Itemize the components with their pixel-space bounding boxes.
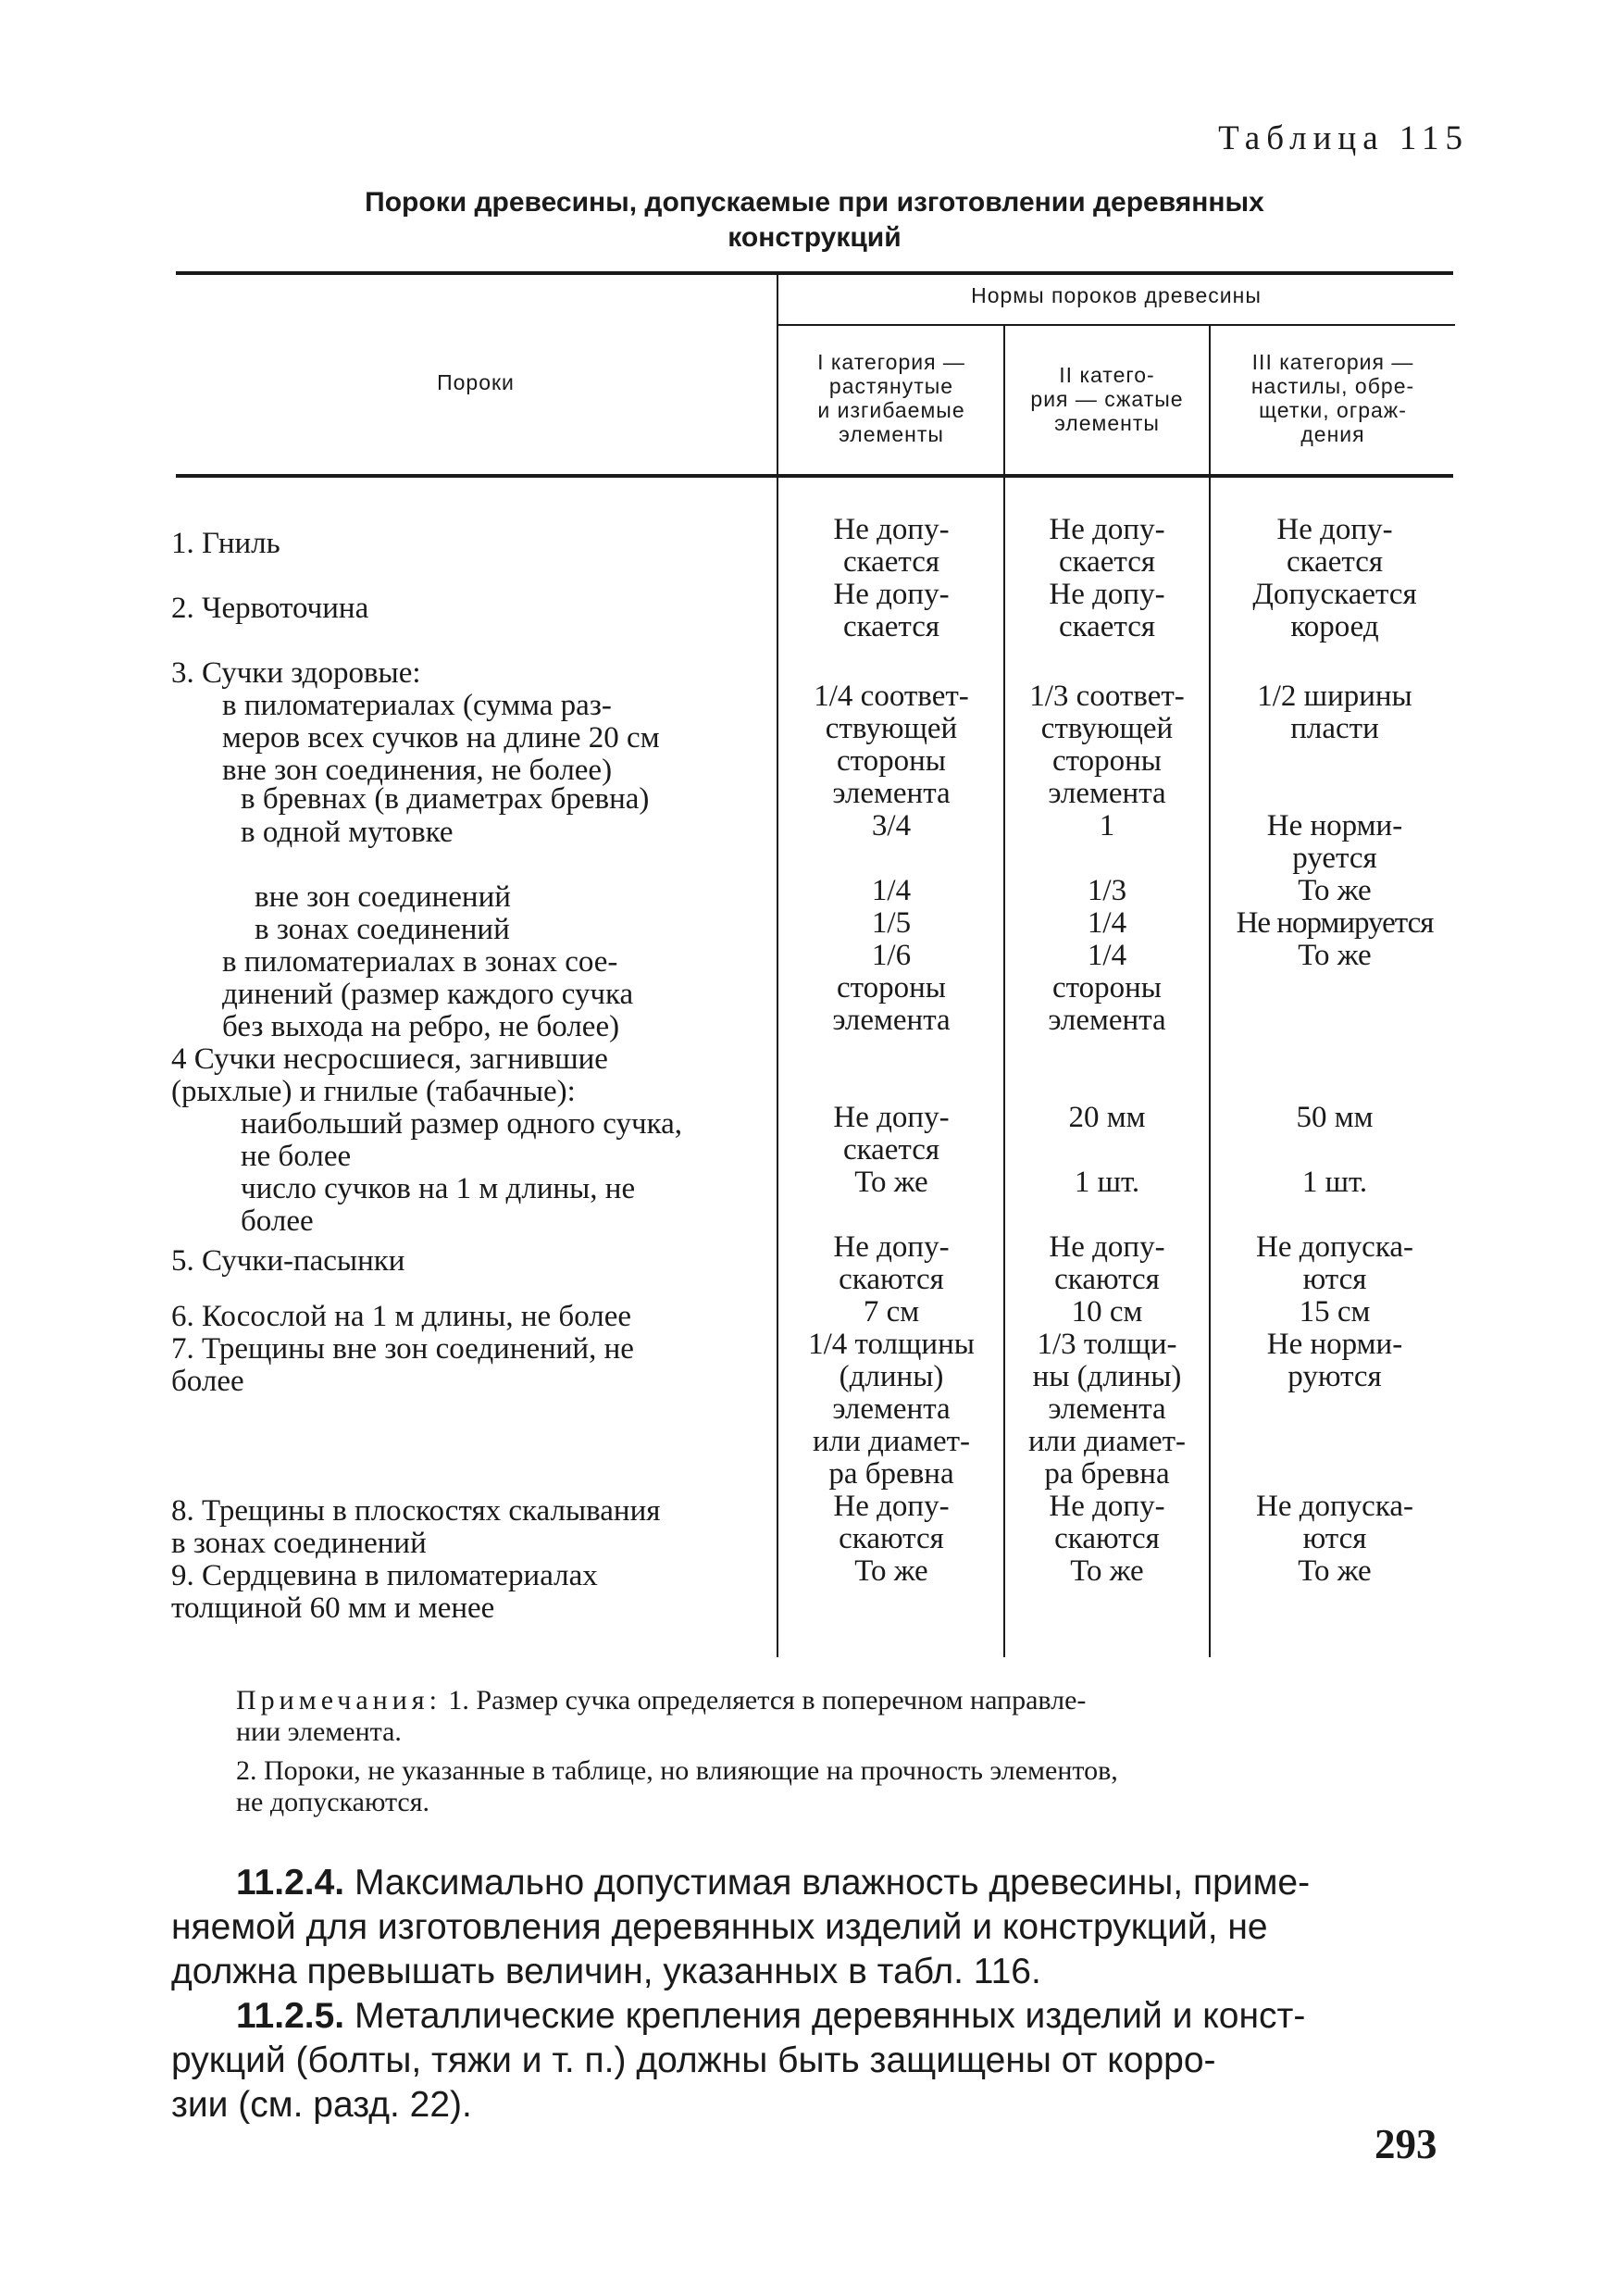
row-cat1: То же <box>854 1166 928 1199</box>
row-cat1: Не допу- скается <box>833 1101 950 1167</box>
table-title-line2: конструкций <box>728 222 902 253</box>
section-text: Металлические крепления деревянных изделий и конст- рукций (болты, тяжи и т. п.) должны быть защищены от корро- зии (см. разд. 22). <box>171 1996 1306 2125</box>
page-number: 293 <box>1374 2121 1437 2167</box>
table-header-rule <box>176 474 1453 478</box>
row-cat1: Не допу- скаются <box>833 1490 950 1555</box>
table-title <box>185 185 1444 256</box>
row-cat2: 1/4 <box>1087 906 1127 940</box>
section-number: 11.2.5. <box>236 1996 345 2036</box>
row-cat1: 3/4 <box>871 809 912 842</box>
row-defect: вне зон соединений <box>255 880 511 914</box>
row-cat3: То же <box>1298 874 1372 907</box>
row-defect: 2. Червоточина <box>171 592 369 625</box>
table-label: Таблица 115 <box>1218 119 1469 157</box>
row-cat2: 1/3 соответ- ствующей стороны <box>1029 680 1185 778</box>
row-cat3: 1/2 ширины пласти <box>1257 680 1412 745</box>
row-cat2: Не допу- скаются <box>1049 1490 1165 1555</box>
row-cat3: Не допуска- ются <box>1256 1230 1413 1296</box>
row-defect: в пиломатериалах (сумма раз- меров всех сучков на длине 20 см вне зон соединения, не более) <box>222 689 660 787</box>
row-cat1: 7 см <box>863 1295 920 1329</box>
header-defects: Пороки <box>437 370 515 394</box>
row-defect: число сучков на 1 м длины, не более <box>241 1172 636 1238</box>
row-defect: 6. Косослой на 1 м длины, не более <box>171 1300 632 1333</box>
row-cat1: элемента <box>832 777 951 810</box>
header-cat1: I категория — растянутые и изгибаемые элементы <box>817 350 965 446</box>
row-defect: в одной мутовке <box>241 816 454 849</box>
row-defect: в бревнах (в диаметрах бревна) <box>241 782 650 816</box>
row-cat3: Не норми- руются <box>1266 1328 1403 1393</box>
row-cat2: Не допу- скается <box>1049 513 1165 579</box>
row-cat2: 1 шт. <box>1074 1166 1140 1199</box>
row-cat2: 1/4 стороны элемента <box>1048 939 1166 1037</box>
row-cat3: Не допуска- ются <box>1256 1490 1413 1555</box>
body-text <box>171 1861 1458 2128</box>
row-cat2: Не допу- скаются <box>1049 1230 1165 1296</box>
table-notes <box>171 1685 1458 1818</box>
row-cat2: 20 мм <box>1068 1101 1146 1134</box>
row-cat3: Не норми- руется <box>1266 809 1403 875</box>
col-divider-1 <box>777 273 778 1657</box>
header-cat2: II катего- рия — сжатые элементы <box>1030 363 1184 435</box>
row-defect: 5. Сучки-пасынки <box>171 1244 405 1278</box>
section-number: 11.2.4. <box>236 1863 345 1903</box>
row-cat1: Не допу- скается <box>833 578 950 643</box>
row-cat1: 1/4 толщины (длины) элемента или диамет- ра бревна <box>808 1328 975 1491</box>
row-defect: 7. Трещины вне зон соединений, не более <box>171 1332 634 1398</box>
row-defect: 3. Сучки здоровые: <box>171 656 421 690</box>
row-defect: 1. Гниль <box>171 527 280 560</box>
norms-underline <box>777 324 1455 326</box>
row-cat3: Не нормируется <box>1236 906 1434 940</box>
row-cat3: Допускается короед <box>1252 578 1417 643</box>
row-cat3: 15 см <box>1299 1295 1371 1329</box>
row-cat1: Не допу- скаются <box>833 1230 950 1296</box>
section-text: Максимально допустимая влажность древесины, приме- няемой для изготовления деревянных изделий и конструкций, не должна превышать величин, указанных в табл. 116. <box>171 1863 1311 1991</box>
header-norms: Нормы пороков древесины <box>971 283 1262 307</box>
notes-label: Примечания: <box>236 1685 442 1716</box>
row-cat1: То же <box>854 1554 928 1588</box>
row-defect: 9. Сердцевина в пиломатериалах толщиной 60 мм и менее <box>171 1559 598 1625</box>
row-cat1: 1/6 стороны элемента <box>832 939 951 1037</box>
row-cat1: Не допу- скается <box>833 513 950 579</box>
row-cat2: 1 <box>1099 809 1115 842</box>
header-cat3: III категория — настилы, обре- щетки, ограж- дения <box>1250 350 1415 446</box>
row-cat2: элемента <box>1048 777 1166 810</box>
row-defect: 4 Сучки несросшиеся, загнившие (рыхлые) и гнилые (табачные): <box>171 1042 608 1108</box>
note-2: 2. Пороки, не указанные в таблице, но влияющие на прочность элементов, не допускаются. <box>236 1755 1118 1817</box>
row-cat3: 50 мм <box>1296 1101 1374 1134</box>
row-cat3: То же <box>1298 939 1372 972</box>
row-defect: в пиломатериалах в зонах сое- динений (размер каждого сучка без выхода на ребро, не более) <box>222 945 634 1043</box>
table-title-line1: Пороки древесины, допускаемые при изготовлении деревянных <box>365 187 1264 218</box>
row-cat3: Не допу- скается <box>1276 513 1393 579</box>
row-cat2: 10 см <box>1071 1295 1143 1329</box>
row-cat2: 1/3 толщи- ны (длины) элемента или диамет- ра бревна <box>1027 1328 1187 1491</box>
row-cat2: То же <box>1070 1554 1144 1588</box>
table-top-rule <box>176 271 1453 275</box>
row-cat3: То же <box>1298 1554 1372 1588</box>
row-cat1: 1/5 <box>871 906 912 940</box>
note-1: 1. Размер сучка определяется в поперечном направле- нии элемента. <box>236 1685 1087 1747</box>
row-defect: 8. Трещины в плоскостях скалывания в зонах соединений <box>171 1494 661 1560</box>
row-cat1: 1/4 соответ- ствующей стороны <box>814 680 969 778</box>
row-cat1: 1/4 <box>871 874 912 907</box>
row-cat2: Не допу- скается <box>1049 578 1165 643</box>
row-defect: в зонах соединений <box>255 913 510 946</box>
row-defect: наибольший размер одного сучка, не более <box>241 1107 683 1173</box>
row-cat2: 1/3 <box>1087 874 1127 907</box>
row-cat3: 1 шт. <box>1301 1166 1368 1199</box>
